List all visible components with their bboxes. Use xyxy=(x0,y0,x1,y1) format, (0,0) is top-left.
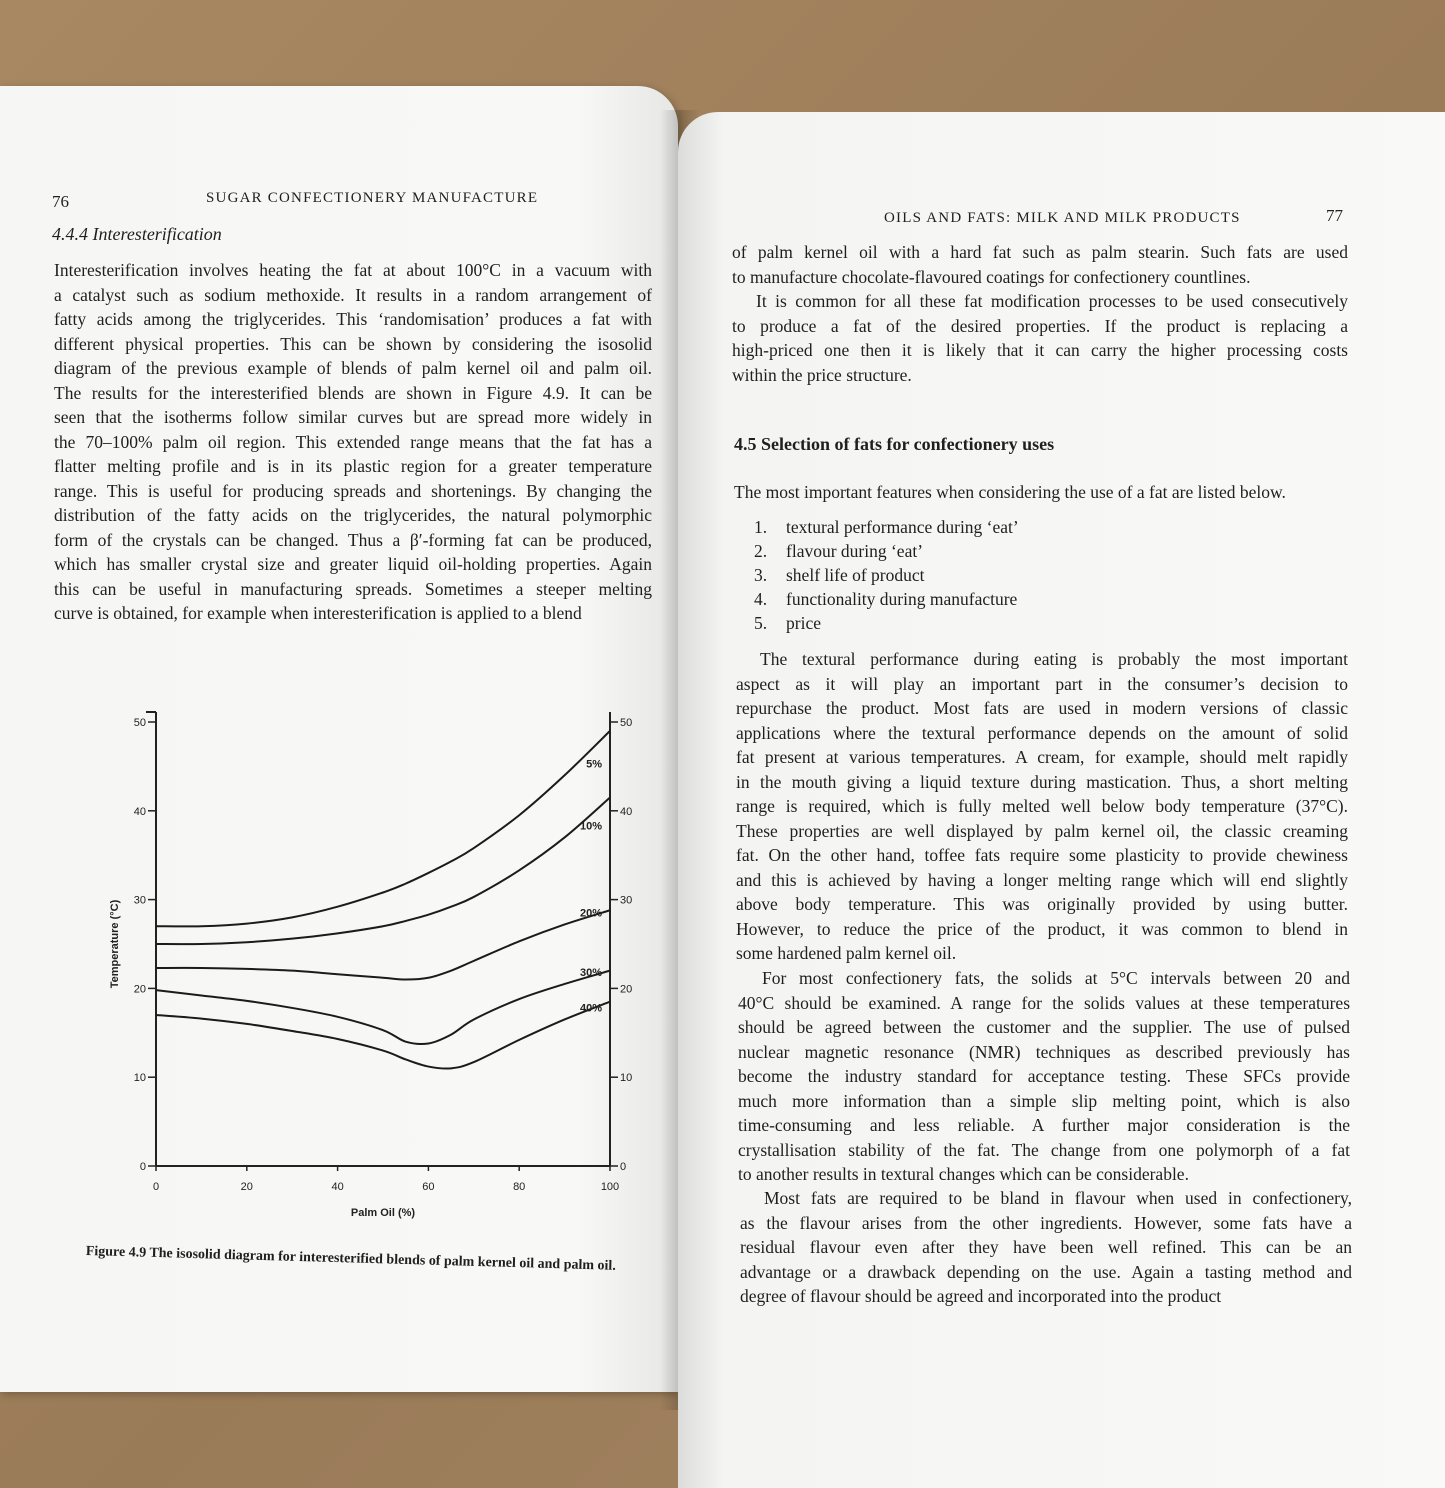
list-item xyxy=(754,611,1019,635)
series-line-30pct xyxy=(156,971,610,1044)
x-tick-label: 60 xyxy=(422,1181,435,1193)
list-item-text: price xyxy=(786,613,821,633)
chart-labels xyxy=(109,758,602,1219)
text-line: form of the crystals can be changed. Thus a β′-forming fat can be produced, xyxy=(54,529,652,550)
list-intro: The most important features when considering the use of a fat are listed below. xyxy=(734,482,1286,502)
list-item-number: 1. xyxy=(754,517,768,537)
text-line: to produce a fat of the desired properties. If the product is replacing a xyxy=(732,315,1348,336)
text-line: Most fats are required to be bland in flavour when used in confectionery, xyxy=(764,1188,1352,1208)
y-tick-label-left: 50 xyxy=(133,717,146,729)
text-line: It is common for all these fat modification processes to be used consecutively xyxy=(756,291,1348,311)
text-line: to manufacture chocolate-flavoured coatings for confectionery countlines. xyxy=(732,266,1251,287)
text-line: within the price structure. xyxy=(732,364,912,385)
text-line: distribution of the fatty acids on the triglycerides, the natural polymorphic xyxy=(54,505,652,525)
list-item-number: 4. xyxy=(754,589,768,609)
series-line-10pct xyxy=(156,797,610,944)
text-line: high-priced one then it is likely that it can carry the higher processing costs xyxy=(732,340,1348,360)
text-line: this can be useful in manufacturing spreads. Sometimes a steeper melting xyxy=(54,578,652,599)
list-item xyxy=(754,563,1019,587)
text-line: fat present at various temperatures. A cream, for example, should melt rapidly xyxy=(736,747,1348,767)
series-label: 30% xyxy=(579,966,602,979)
series-label: 40% xyxy=(579,1002,602,1015)
text-line: the 70–100% palm oil region. This extended range means that the fat has a xyxy=(54,431,652,452)
list-item xyxy=(754,515,1019,539)
y-tick-label-right: 50 xyxy=(620,717,633,729)
paragraph-flavour xyxy=(740,1186,1352,1309)
text-line: For most confectionery fats, the solids at 5°C intervals between 20 and xyxy=(762,968,1350,988)
right-page-number: 77 xyxy=(1326,206,1343,225)
text-line: nuclear magnetic resonance (NMR) techniques as described previously has xyxy=(738,1041,1350,1062)
text-line: in the mouth giving a liquid texture during mastication. Thus, a short melting xyxy=(736,771,1348,792)
text-line: become the industry standard for acceptance testing. These SFCs provide xyxy=(738,1066,1350,1086)
y-tick-label-right: 0 xyxy=(620,1161,627,1173)
chart-axes xyxy=(146,712,610,1166)
text-line: crystallisation stability of the fat. The change from one polymorph of a fat xyxy=(738,1139,1350,1160)
text-line: degree of flavour should be agreed and incorporated into the product xyxy=(740,1286,1222,1306)
text-line: time-consuming and less reliable. A further major consideration is the xyxy=(738,1115,1350,1135)
y-tick-label-right: 40 xyxy=(620,805,633,818)
text-line: fatty acids among the triglycerides. This ‘randomisation’ produces a fat with xyxy=(54,309,652,329)
text-line: different physical properties. This can be shown by considering the isosolid xyxy=(54,333,652,354)
text-line: flatter melting profile and is in its plastic region for a greater temperature xyxy=(54,456,652,476)
text-line: range is required, which is fully melted well below body temperature (37°C). xyxy=(736,796,1348,816)
text-line: above body temperature. This was originally provided by using butter. xyxy=(736,894,1348,914)
series-label: 5% xyxy=(586,758,602,771)
interesterification-paragraph xyxy=(54,258,652,626)
y-tick-label-right: 10 xyxy=(620,1072,633,1085)
chart-series xyxy=(156,731,610,1069)
text-line: as the flavour arises from the other ingredients. However, some fats have a xyxy=(740,1212,1352,1233)
list-item xyxy=(754,587,1019,611)
text-line: which has smaller crystal size and greater liquid oil-holding properties. Again xyxy=(54,554,652,574)
text-line: aspect as it will play an important part in the consumer’s decision to xyxy=(736,673,1348,694)
x-tick-label: 100 xyxy=(600,1181,620,1193)
left-page-number: 76 xyxy=(52,192,69,211)
list-item-number: 3. xyxy=(754,565,768,585)
list-item-number: 2. xyxy=(754,541,768,561)
text-line: fat. On the other hand, toffee fats require some plasticity to provide chewiness xyxy=(736,845,1348,865)
x-axis-title: Palm Oil (%) xyxy=(350,1207,416,1219)
text-line: Interesterification involves heating the fat at about 100°C in a vacuum with xyxy=(54,260,652,280)
y-tick-label-left: 10 xyxy=(133,1072,146,1085)
right-page xyxy=(678,112,1445,1488)
text-line: These properties are well displayed by palm kernel oil, the classic creaming xyxy=(736,820,1348,841)
x-tick-label: 20 xyxy=(240,1181,253,1193)
y-tick-label-left: 40 xyxy=(133,805,146,818)
text-line: The results for the interesterified blends are shown in Figure 4.9. It can be xyxy=(54,382,652,403)
text-line: applications where the textural performance depends on the amount of solid xyxy=(736,722,1348,743)
chart-ticks xyxy=(134,717,633,1193)
paragraph-solids-intervals xyxy=(738,966,1350,1187)
text-line: diagram of the previous example of blends of palm kernel oil and palm oil. xyxy=(54,358,652,378)
series-line-5pct xyxy=(156,731,610,927)
text-line: should be agreed between the customer and the supplier. The use of pulsed xyxy=(738,1017,1350,1037)
y-axis-title: Temperature (°C) xyxy=(109,899,121,989)
text-line: of palm kernel oil with a hard fat such as palm stearin. Such fats are used xyxy=(732,242,1348,262)
text-line: residual flavour even after they have been well refined. This can be an xyxy=(740,1237,1352,1257)
text-line: much more information than a simple slip melting point, which is also xyxy=(738,1090,1350,1111)
text-line: curve is obtained, for example when interesterification is applied to a blend xyxy=(54,603,582,623)
series-label: 10% xyxy=(579,820,602,833)
section-heading-interesterification: 4.4.4 Interesterification xyxy=(52,224,222,244)
text-line: advantage or a drawback depending on the use. Again a tasting method and xyxy=(740,1261,1352,1282)
text-line: range. This is useful for producing spreads and shortenings. By changing the xyxy=(54,480,652,501)
figure-caption xyxy=(86,1244,616,1275)
figure-caption-text: Figure 4.9 The isosolid diagram for interesterified blends of palm kernel oil and palm oil. xyxy=(85,1244,616,1274)
text-line: The textural performance during eating is probably the most important xyxy=(760,649,1348,669)
right-running-head: OILS AND FATS: MILK AND MILK PRODUCTS xyxy=(884,210,1241,226)
x-tick-label: 40 xyxy=(331,1181,344,1193)
paragraph-palm-kernel xyxy=(732,240,1348,289)
y-tick-label-left: 30 xyxy=(133,894,146,907)
y-tick-label-right: 30 xyxy=(620,894,633,907)
text-line: and this is achieved by having a longer melting range which will end slightly xyxy=(736,869,1348,890)
x-tick-label: 0 xyxy=(152,1181,160,1193)
list-item-text: functionality during manufacture xyxy=(786,589,1018,609)
list-item xyxy=(754,539,1019,563)
text-line: to another results in textural changes which can be considerable. xyxy=(738,1164,1189,1184)
list-item-number: 5. xyxy=(754,613,768,633)
paragraph-textural-performance xyxy=(736,647,1348,966)
list-item-text: flavour during ‘eat’ xyxy=(786,541,924,561)
paragraph-fat-modification xyxy=(732,289,1348,387)
text-line: seen that the isotherms follow similar curves but are spread more widely in xyxy=(54,407,652,427)
isosolid-chart xyxy=(100,700,660,1240)
text-line: a catalyst such as sodium methoxide. It results in a random arrangement of xyxy=(54,284,652,305)
series-line-40pct xyxy=(156,1002,610,1069)
x-tick-label: 80 xyxy=(513,1181,526,1193)
y-tick-label-right: 20 xyxy=(620,983,633,996)
text-line: repurchase the product. Most fats are used in modern versions of classic xyxy=(736,698,1348,718)
section-heading-selection: 4.5 Selection of fats for confectionery uses xyxy=(734,434,1055,454)
y-tick-label-left: 20 xyxy=(133,983,146,996)
series-line-20pct xyxy=(156,910,610,979)
text-line: some hardened palm kernel oil. xyxy=(736,943,957,963)
text-line: However, to reduce the price of the product, it was common to blend in xyxy=(736,918,1348,939)
series-label: 20% xyxy=(579,907,602,920)
text-line: 40°C should be examined. A range for the solids values at these temperatures xyxy=(738,992,1350,1013)
features-list xyxy=(754,515,1019,635)
list-item-text: textural performance during ‘eat’ xyxy=(786,517,1019,537)
list-item-text: shelf life of product xyxy=(786,565,925,585)
left-running-head: SUGAR CONFECTIONERY MANUFACTURE xyxy=(206,190,539,206)
y-tick-label-left: 0 xyxy=(139,1161,146,1173)
